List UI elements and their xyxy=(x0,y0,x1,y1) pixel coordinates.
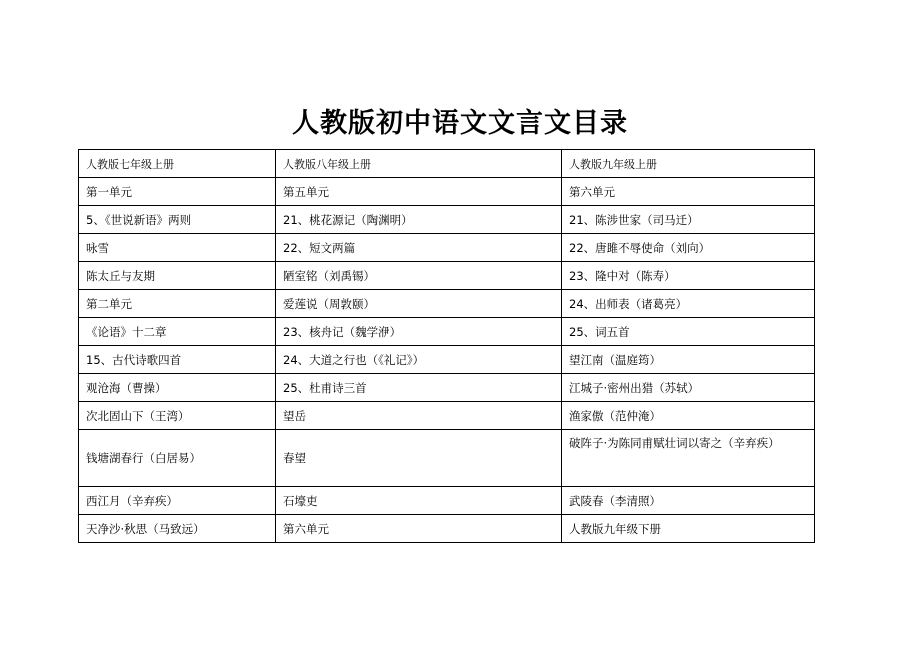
table-cell: 爱莲说（周敦颐） xyxy=(276,290,562,318)
table-row xyxy=(79,487,815,515)
table-cell: 观沧海（曹操） xyxy=(79,374,276,402)
table-row xyxy=(79,234,815,262)
table-cell: 23、核舟记（魏学洢） xyxy=(276,318,562,346)
table-cell: 石壕吏 xyxy=(276,487,562,515)
table-cell: 钱塘湖春行（白居易） xyxy=(79,430,276,487)
table-row xyxy=(79,290,815,318)
table-row xyxy=(79,206,815,234)
table-cell: 天净沙·秋思（马致远） xyxy=(79,515,276,543)
table-cell: 望江南（温庭筠） xyxy=(562,346,815,374)
table-cell: 22、短文两篇 xyxy=(276,234,562,262)
table-cell: 25、杜甫诗三首 xyxy=(276,374,562,402)
table-header-row xyxy=(79,150,815,178)
table-cell: 第二单元 xyxy=(79,290,276,318)
table-cell: 陋室铭（刘禹锡） xyxy=(276,262,562,290)
table-cell: 5、《世说新语》两则 xyxy=(79,206,276,234)
table-row xyxy=(79,402,815,430)
table-cell: 23、隆中对（陈寿） xyxy=(562,262,815,290)
table-cell: 《论语》十二章 xyxy=(79,318,276,346)
table-cell: 21、陈涉世家（司马迁） xyxy=(562,206,815,234)
table-cell: 21、桃花源记（陶渊明） xyxy=(276,206,562,234)
table-cell: 第六单元 xyxy=(562,178,815,206)
page-title: 人教版初中语文文言文目录 xyxy=(292,108,628,139)
table-row xyxy=(79,346,815,374)
column-header-grade8-vol1: 人教版八年级上册 xyxy=(276,150,562,178)
table-cell: 西江月（辛弃疾） xyxy=(79,487,276,515)
table-cell: 第一单元 xyxy=(79,178,276,206)
table-cell: 25、词五首 xyxy=(562,318,815,346)
table-cell: 咏雪 xyxy=(79,234,276,262)
table-cell: 渔家傲（范仲淹） xyxy=(562,402,815,430)
table-cell: 第五单元 xyxy=(276,178,562,206)
table-row xyxy=(79,515,815,543)
toc-table xyxy=(78,149,815,543)
table-row xyxy=(79,262,815,290)
table-cell: 望岳 xyxy=(276,402,562,430)
table-cell: 江城子·密州出猎（苏轼） xyxy=(562,374,815,402)
column-header-grade7-vol1: 人教版七年级上册 xyxy=(79,150,276,178)
table-row xyxy=(79,318,815,346)
table-cell: 人教版九年级下册 xyxy=(562,515,815,543)
table-cell: 破阵子·为陈同甫赋壮词以寄之（辛弃疾） xyxy=(562,430,815,487)
table-cell: 陈太丘与友期 xyxy=(79,262,276,290)
table-cell: 第六单元 xyxy=(276,515,562,543)
table-cell: 春望 xyxy=(276,430,562,487)
table-cell: 次北固山下（王湾） xyxy=(79,402,276,430)
table-cell: 24、出师表（诸葛亮） xyxy=(562,290,815,318)
column-header-grade9-vol1: 人教版九年级上册 xyxy=(562,150,815,178)
table-row xyxy=(79,430,815,487)
table-row xyxy=(79,374,815,402)
table-cell: 24、大道之行也（《礼记》） xyxy=(276,346,562,374)
table-row xyxy=(79,178,815,206)
table-cell: 22、唐雎不辱使命（刘向） xyxy=(562,234,815,262)
table-cell: 15、古代诗歌四首 xyxy=(79,346,276,374)
table-cell: 武陵春（李清照） xyxy=(562,487,815,515)
